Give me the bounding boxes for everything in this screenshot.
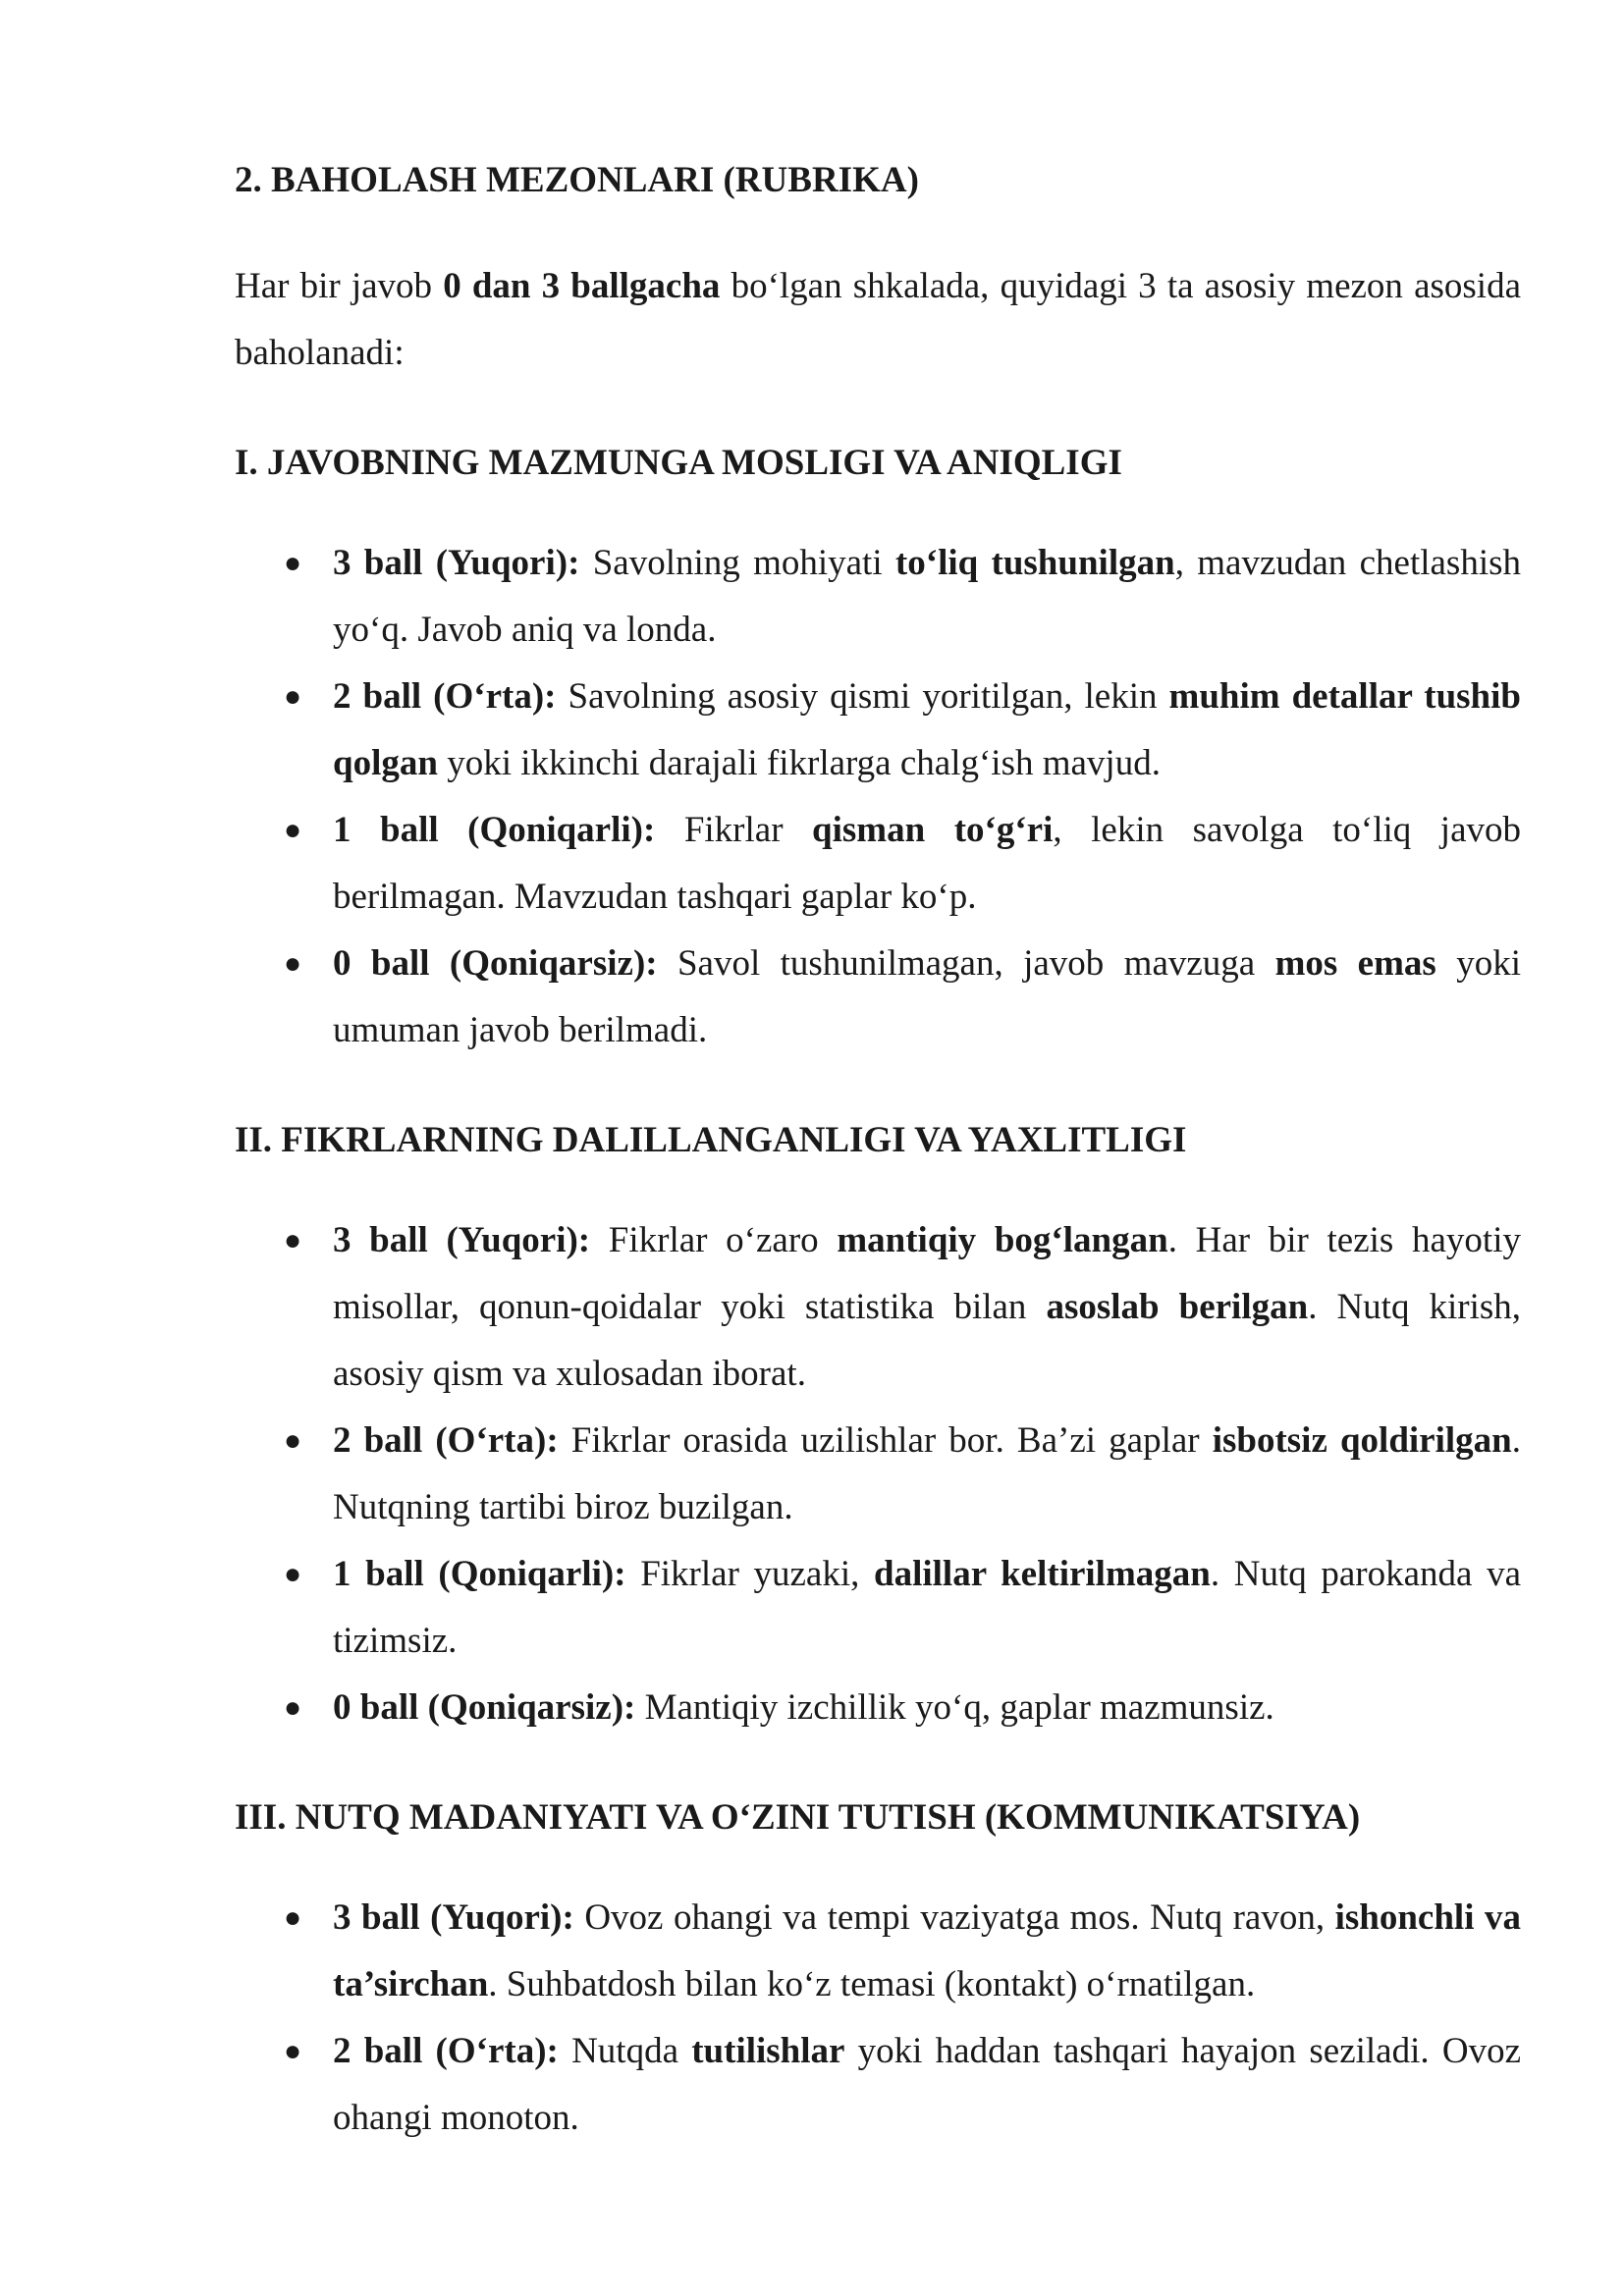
document-title: 2. BAHOLASH MEZONLARI (RUBRIKA) — [235, 160, 919, 200]
list-item: ● 0 ball (Qoniqarsiz): Mantiqiy izchillik yo‘q, gaplar mazmunsiz. — [235, 1675, 1521, 1741]
list-item: ● 2 ball (O‘rta): Fikrlar orasida uzilishlar bor. Ba’zi gaplar isbotsiz qoldirilgan. Nutqning tartibi biroz buzilgan. — [235, 1408, 1521, 1541]
list-item: ● 3 ball (Yuqori): Fikrlar o‘zaro mantiqiy bog‘langan. Har bir tezis hayotiy misollar, qonun-qoidalar yoki statistika bilan asoslab berilgan. Nutq kirish, asosiy qism va xulosadan iborat. — [235, 1207, 1521, 1408]
criteria-list-1 — [235, 530, 1521, 1064]
bullet-icon: ● — [284, 814, 302, 846]
bullet-icon: ● — [284, 547, 302, 579]
intro-bold: 0 dan 3 ballgacha — [443, 266, 721, 306]
list-item: ● 3 ball (Yuqori): Savolning mohiyati to‘liq tushunilgan, mavzudan chetlashish yo‘q. Javob aniq va londa. — [235, 530, 1521, 664]
section-heading-1: I. JAVOBNING MAZMUNGA MOSLIGI VA ANIQLIGI — [235, 443, 1122, 483]
list-item: ● 3 ball (Yuqori): Ovoz ohangi va tempi vaziyatga mos. Nutq ravon, ishonchli va ta’sirchan. Suhbatdosh bilan ko‘z temasi (kontakt) o‘rnatilgan. — [235, 1885, 1521, 2018]
list-item: ● 0 ball (Qoniqarsiz): Savol tushunilmagan, javob mavzuga mos emas yoki umuman javob berilmadi. — [235, 931, 1521, 1064]
section-heading-3: III. NUTQ MADANIYATI VA O‘ZINI TUTISH (KOMMUNIKATSIYA) — [235, 1797, 1361, 1838]
bullet-icon: ● — [284, 1691, 302, 1724]
bullet-icon: ● — [284, 1224, 302, 1256]
bullet-icon: ● — [284, 1558, 302, 1590]
section-heading-2: II. FIKRLARNING DALILLANGANLIGI VA YAXLITLIGI — [235, 1120, 1187, 1160]
criteria-list-2 — [235, 1207, 1521, 1741]
criteria-list-3 — [235, 1885, 1521, 2152]
intro-text: Har bir javob — [235, 266, 444, 306]
bullet-icon: ● — [284, 1901, 302, 1934]
intro-paragraph — [235, 253, 1521, 387]
document-content — [235, 155, 1521, 2152]
bullet-icon: ● — [284, 2035, 302, 2067]
list-item: ● 2 ball (O‘rta): Savolning asosiy qismi yoritilgan, lekin muhim detallar tushib qolgan yoki ikkinchi darajali fikrlarga chalg‘ish mavjud. — [235, 664, 1521, 797]
bullet-icon: ● — [284, 680, 302, 713]
list-item: ● 2 ball (O‘rta): Nutqda tutilishlar yoki haddan tashqari hayajon seziladi. Ovoz ohangi monoton. — [235, 2018, 1521, 2152]
bullet-icon: ● — [284, 1424, 302, 1457]
bullet-icon: ● — [284, 947, 302, 980]
intro-text-end: bo‘lgan shkalada, quyidagi 3 ta asosiy mezon asosida baholanadi: — [235, 266, 1521, 373]
list-item: ● 1 ball (Qoniqarli): Fikrlar qisman to‘g‘ri, lekin savolga to‘liq javob berilmagan. Mavzudan tashqari gaplar ko‘p. — [235, 797, 1521, 931]
list-item: ● 1 ball (Qoniqarli): Fikrlar yuzaki, dalillar keltirilmagan. Nutq parokanda va tizimsiz. — [235, 1541, 1521, 1675]
